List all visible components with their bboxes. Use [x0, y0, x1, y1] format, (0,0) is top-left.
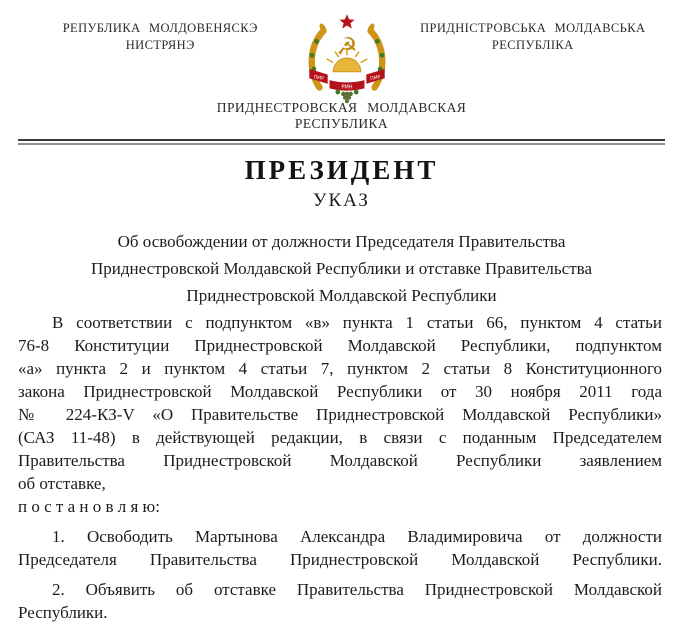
preamble-line: об отставке,	[18, 474, 106, 493]
decree-item-line: 2. Объявить об отставке Правительства Приднестровской Молдавской	[52, 580, 662, 599]
pmr-coat-of-arms-icon	[301, 12, 393, 104]
ribbon-right-label: ПМР	[369, 75, 381, 82]
decree-item-line: 1. Освободить Мартынова Александра Владимировича от должности	[52, 527, 662, 546]
hammer-and-sickle-icon: ☭	[335, 32, 358, 61]
emblem-container	[291, 12, 403, 104]
decree-title	[30, 228, 653, 309]
preamble-line: (САЗ 11-48) в действующей редакции, в связи с поданным Председателем	[18, 428, 662, 447]
decree-title-line: Приднестровской Молдавской Республики	[186, 286, 497, 305]
ribbon-center-label: РМН	[340, 84, 353, 91]
preamble-line: В соответствии с подпунктом «в» пункта 1 статьи 66, пунктом 4 статьи	[52, 313, 662, 332]
letterhead-divider	[18, 139, 665, 145]
document-type: УКАЗ	[313, 190, 370, 211]
preamble-line: 76-8 Конституции Приднестровской Молдавской Республики, подпунктом	[18, 336, 662, 355]
decree-body	[18, 311, 662, 624]
preamble-line: «а» пункта 2 и пунктом 4 статьи 7, пунктом 2 статьи 8 Конституционного	[18, 359, 662, 378]
preamble-line: № 224-КЗ-V «О Правительстве Приднестровской Молдавской Республики»	[18, 405, 662, 424]
grape-leaf	[353, 90, 358, 95]
enacting-formula: п о с т а н о в л я ю:	[18, 497, 160, 516]
decree-item-1	[18, 525, 662, 571]
state-name-ukrainian-line1: ПРИДНІСТРОВСЬКА МОЛДАВСЬКА	[420, 21, 646, 35]
state-name-moldovan-line2: НИСТРЯНЭ	[125, 38, 195, 52]
red-star-icon	[339, 14, 354, 28]
ribbon-left-label: ПМР	[312, 75, 324, 82]
state-name-russian	[0, 100, 683, 132]
preamble-line: Правительства Приднестровской Молдавской Республики заявлением	[18, 451, 662, 470]
grape-leaf	[335, 90, 340, 95]
decree-item-line: Республики.	[18, 603, 108, 622]
wreath-leaf	[374, 39, 379, 44]
issuing-authority: ПРЕЗИДЕНТ	[244, 155, 439, 185]
decree-item-line: Председателя Правительства Приднестровской Молдавской Республики.	[18, 550, 662, 569]
state-name-moldovan-line1: РЕПУБЛИКА МОЛДОВЕНЯСКЭ	[62, 21, 258, 35]
wreath-leaf	[314, 39, 319, 44]
state-name-russian-line2: РЕСПУБЛИКА	[294, 116, 389, 131]
decree-title-line: Об освобождении от должности Председателя Правительства	[117, 232, 566, 251]
decree-title-line: Приднестровской Молдавской Республики и отставке Правительства	[90, 259, 592, 278]
letterhead	[0, 0, 683, 104]
state-name-russian-line1: ПРИДНЕСТРОВСКАЯ МОЛДАВСКАЯ	[216, 100, 467, 115]
decree-item-2	[18, 578, 662, 624]
wreath-leaf	[309, 53, 314, 58]
state-name-moldovan	[30, 20, 291, 54]
wreath-leaf	[379, 53, 384, 58]
preamble-line: закона Приднестровской Молдавской Республики от 30 ноября 2011 года	[18, 382, 662, 401]
state-name-ukrainian-line2: РЕСПУБЛІКА	[491, 38, 574, 52]
state-name-ukrainian	[403, 20, 664, 54]
preamble	[18, 311, 662, 495]
